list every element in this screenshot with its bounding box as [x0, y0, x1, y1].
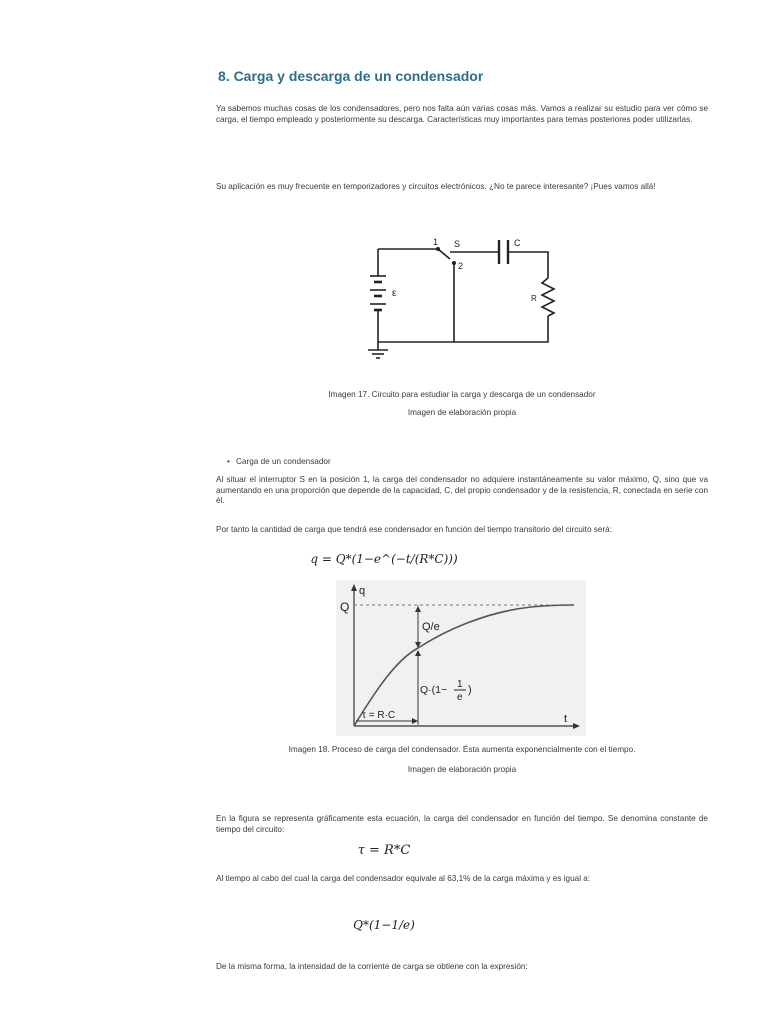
charge-curve-graph	[336, 580, 586, 736]
label-switch: S	[454, 239, 461, 249]
formula-tau	[0, 843, 768, 858]
label-closing: )	[468, 684, 472, 696]
label-x-axis: t	[564, 713, 568, 725]
label-fraction-den: e	[457, 692, 463, 703]
label-y-axis: q	[359, 585, 366, 597]
label-switch-pos1: 1	[433, 237, 439, 247]
figure18-credit: Imagen de elaboración propia	[407, 765, 517, 774]
label-q-over-e: Q/e	[422, 621, 440, 633]
intro-paragraph: Ya sabemos muchas cosas de los condensadores, pero nos falta aún varias cosas más. Vamos a realizar su estudio para ver cómo se carga, el tiempo empleado y posteriormente su descarga. Características muy importantes para temas posteriores poder utilizarlas.	[216, 104, 708, 124]
label-battery: ε	[392, 288, 397, 299]
figure17-caption: Imagen 17. Circuito para estudiar la carga y descarga de un condensador	[328, 390, 596, 399]
label-resistor: R	[531, 294, 537, 303]
tau-paragraph: Al tiempo al cabo del cual la carga del condensador equivale al 63,1% de la carga máxima y es igual a:	[216, 874, 591, 883]
switch-lever	[438, 249, 450, 259]
graph-paragraph: En la figura se representa gráficamente esta ecuación, la carga del condensador en función del tiempo. Se denomina constante de tiempo del circuito:	[216, 814, 708, 834]
label-q-factor: Q·(1−	[420, 684, 448, 696]
label-fraction-num: 1	[457, 679, 463, 690]
figure17-credit: Imagen de elaboración propia	[407, 408, 517, 417]
current-paragraph: De la misma forma, la intensidad de la corriente de carga se obtiene con la expresión:	[216, 962, 528, 971]
label-switch-pos2: 2	[458, 261, 464, 271]
application-paragraph: Su aplicación es muy frecuente en temporizadores y circuitos electrónicos. ¿No te parece interesante? ¡Pues vamos allá!	[216, 182, 656, 191]
wire-capacitor-right	[508, 252, 548, 278]
bullet-charge: • Carga de un condensador	[236, 457, 331, 466]
formula-tau-text: τ = R*C	[357, 843, 411, 858]
switch-contact-1	[436, 247, 440, 251]
formula-q	[0, 918, 768, 932]
formula-q-text: Q*(1−1/e)	[353, 918, 415, 932]
formula-charge	[0, 552, 768, 566]
wire-right-bottom	[378, 316, 548, 342]
charge-paragraph: Al situar el interruptor S en la posición 1, la carga del condensador no adquiere instantáneamente su valor máximo, Q, sino que va aumentando en una proporción que depende de la capacidad, C, del propio condensador y de la resistencia, R, conectada en serie con él.	[216, 475, 708, 505]
formula-charge-text: q = Q*(1−e^(−t/(R*C)))	[310, 552, 458, 566]
switch-contact-2	[452, 261, 456, 265]
label-max: Q	[340, 600, 350, 614]
label-tau: τ = R·C	[362, 710, 396, 721]
label-capacitor: C	[514, 238, 521, 248]
figure18-caption: Imagen 18. Proceso de carga del condensador. Ésta aumenta exponencialmente con el tiempo.	[288, 745, 636, 754]
charge-amount-paragraph: Por tanto la cantidad de carga que tendrá ese condensador en función del tiempo transitorio del circuito será:	[216, 525, 612, 534]
page-title: 8. Carga y descarga de un condensador	[218, 68, 484, 84]
circuit-diagram	[358, 232, 578, 362]
resistor-symbol	[542, 278, 554, 316]
